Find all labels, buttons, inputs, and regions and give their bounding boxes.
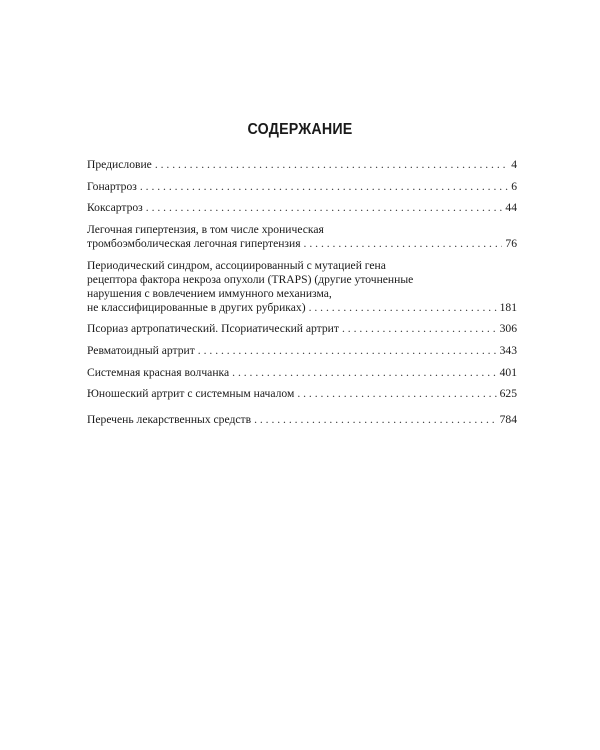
dot-leader: [198, 344, 497, 358]
toc-entry-title-line: Периодический синдром, ассоциированный с мутацией гена: [87, 259, 386, 272]
toc-page-number: 181: [499, 301, 517, 314]
toc-page-number: 343: [499, 344, 517, 357]
toc-page-number: 401: [499, 366, 517, 379]
toc-entry-traps[interactable]: [87, 259, 517, 315]
toc-page-number: 784: [499, 413, 517, 426]
dot-leader: [304, 237, 503, 251]
toc-entry-title: Системная красная волчанка: [87, 366, 230, 379]
toc-entry-title-line: нарушения с вовлечением иммунного механизма,: [87, 287, 332, 300]
toc-entry-coxarthrosis[interactable]: [87, 201, 517, 215]
toc-page-number: 625: [499, 387, 517, 400]
toc-entry-title: Псориаз артропатический. Псориатический артрит: [87, 322, 339, 335]
table-of-contents: [87, 158, 517, 427]
toc-entry-rheumatoid-arthritis[interactable]: [87, 344, 517, 358]
toc-entry-lupus[interactable]: [87, 366, 517, 380]
dot-leader: [342, 322, 497, 336]
toc-page-number: 6: [511, 180, 517, 193]
toc-entry-preface[interactable]: [87, 158, 517, 172]
toc-entry-title: не классифицированные в других рубриках): [87, 301, 306, 314]
toc-entry-title: тромбоэмболическая легочная гипертензия: [87, 237, 301, 250]
toc-entry-title: Ревматоидный артрит: [87, 344, 195, 357]
toc-page-number: 76: [505, 237, 517, 250]
dot-leader: [254, 413, 497, 427]
toc-entry-drug-list[interactable]: [87, 413, 517, 427]
toc-entry-juvenile-arthritis[interactable]: [87, 387, 517, 401]
dot-leader: [140, 180, 508, 194]
toc-page-number: 44: [505, 201, 517, 214]
page-title: СОДЕРЖАНИЕ: [247, 121, 353, 138]
toc-page-number: 306: [499, 322, 517, 335]
dot-leader: [297, 387, 496, 401]
toc-entry-title-line: рецептора фактора некроза опухоли (TRAPS) (другие уточненные: [87, 273, 414, 286]
toc-entry-pulmonary-hypertension[interactable]: [87, 223, 517, 251]
toc-entry-title: Предисловие: [87, 158, 152, 171]
dot-leader: [309, 301, 497, 315]
toc-entry-title: Перечень лекарственных средств: [87, 413, 252, 426]
toc-entry-title: Коксартроз: [87, 201, 143, 214]
toc-entry-gonarthrosis[interactable]: [87, 180, 517, 194]
toc-entry-title-line: Легочная гипертензия, в том числе хроническая: [87, 223, 324, 236]
dot-leader: [155, 158, 508, 172]
toc-entry-title: Юношеский артрит с системным началом: [87, 387, 295, 400]
dot-leader: [232, 366, 496, 380]
toc-entry-title: Гонартроз: [87, 180, 137, 193]
toc-page-number: 4: [511, 158, 517, 171]
toc-entry-psoriatic-arthritis[interactable]: [87, 322, 517, 336]
dot-leader: [146, 201, 503, 215]
